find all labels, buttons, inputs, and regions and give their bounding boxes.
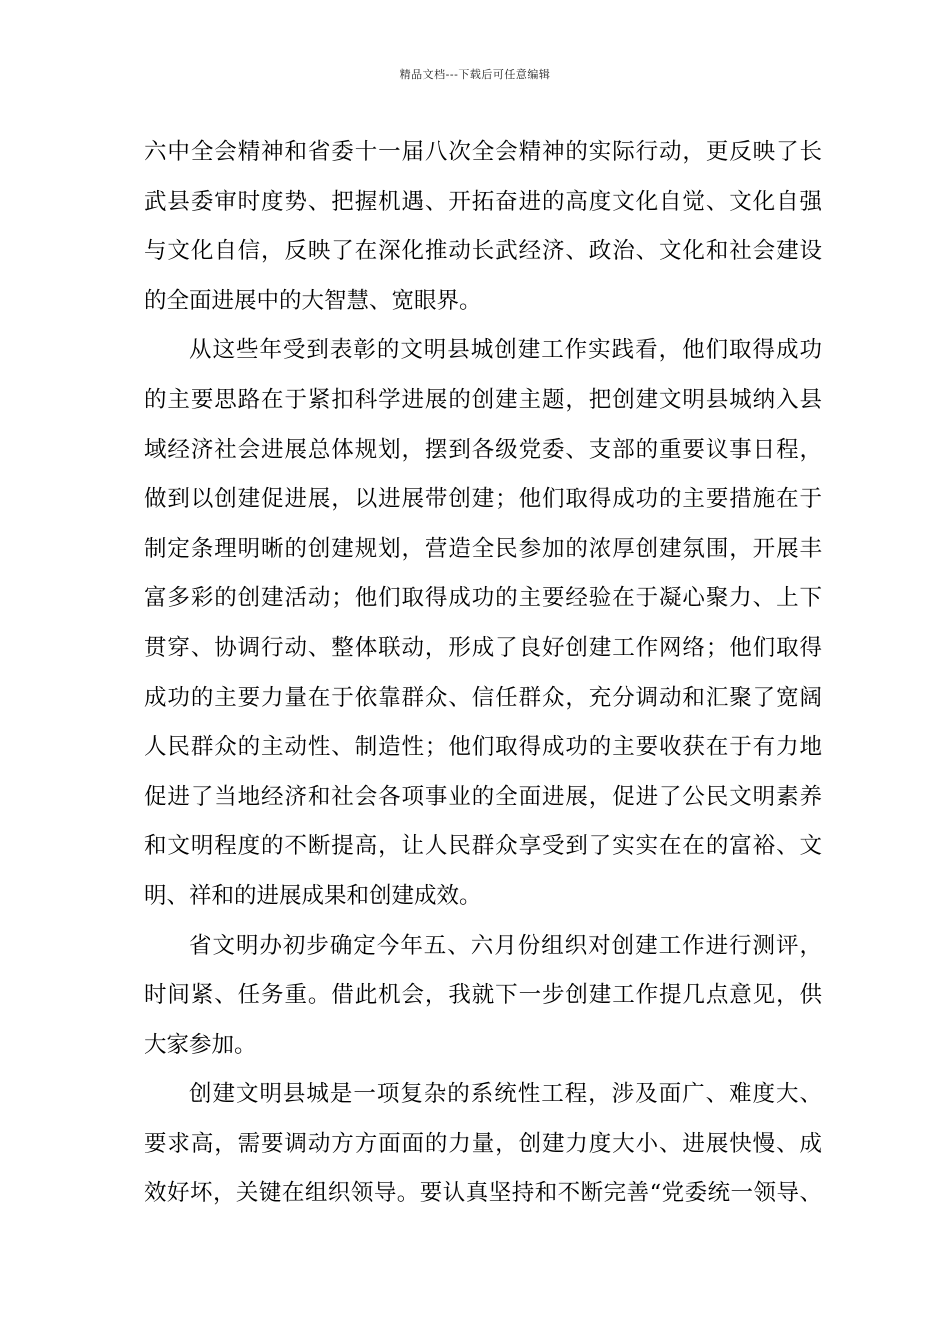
text-line: 明、祥和的进展成果和创建成效。 bbox=[144, 882, 482, 909]
paragraph-2 bbox=[144, 326, 822, 921]
text-line: 贯穿、协调行动、整体联动，形成了良好创建工作网络；他们取得 bbox=[144, 634, 822, 661]
text-line: 省文明办初步确定今年五、六月份组织对创建工作进行测评， bbox=[189, 932, 822, 959]
text-line: 和文明程度的不断提高，让人民群众享受到了实实在在的富裕、文 bbox=[144, 833, 822, 860]
text-line: 做到以创建促进展，以进展带创建；他们取得成功的主要措施在于 bbox=[144, 486, 822, 513]
text-line: 的全面进展中的大智慧、宽眼界。 bbox=[144, 287, 482, 314]
paragraph-3 bbox=[144, 922, 822, 1071]
paragraph-1 bbox=[144, 128, 822, 326]
text-line: 效好坏，关键在组织领导。要认真坚持和不断完善“党委统一领导、 bbox=[144, 1180, 822, 1207]
text-line: 域经济社会进展总体规划，摆到各级党委、支部的重要议事日程， bbox=[144, 436, 822, 463]
text-line: 从这些年受到表彰的文明县城创建工作实践看，他们取得成功 bbox=[189, 337, 822, 364]
paragraph-4 bbox=[144, 1070, 822, 1219]
document-body bbox=[144, 128, 822, 1219]
text-line: 成功的主要力量在于依靠群众、信任群众，充分调动和汇聚了宽阔 bbox=[144, 684, 822, 711]
page-header: 精品文档---下载后可任意编辑 bbox=[399, 68, 551, 81]
text-line: 大家参加。 bbox=[144, 1031, 257, 1058]
text-line: 要求高，需要调动方方面面的力量，创建力度大小、进展快慢、成 bbox=[144, 1130, 822, 1157]
text-line: 与文化自信，反映了在深化推动长武经济、政治、文化和社会建设 bbox=[144, 238, 822, 265]
text-line: 创建文明县城是一项复杂的系统性工程，涉及面广、难度大、 bbox=[189, 1081, 822, 1108]
text-line: 六中全会精神和省委十一届八次全会精神的实际行动，更反映了长 bbox=[144, 139, 822, 165]
text-line: 富多彩的创建活动；他们取得成功的主要经验在于凝心聚力、上下 bbox=[144, 585, 822, 612]
text-line: 制定条理明晰的创建规划，营造全民参加的浓厚创建氛围，开展丰 bbox=[144, 535, 822, 562]
text-line: 武县委审时度势、把握机遇、开拓奋进的高度文化自觉、文化自强 bbox=[144, 188, 822, 215]
text-line: 时间紧、任务重。借此机会，我就下一步创建工作提几点意见，供 bbox=[144, 982, 822, 1009]
text-line: 的主要思路在于紧扣科学进展的创建主题，把创建文明县城纳入县 bbox=[144, 386, 822, 413]
text-line: 促进了当地经济和社会各项事业的全面进展，促进了公民文明素养 bbox=[144, 783, 822, 810]
text-line: 人民群众的主动性、制造性；他们取得成功的主要收获在于有力地 bbox=[144, 734, 822, 761]
